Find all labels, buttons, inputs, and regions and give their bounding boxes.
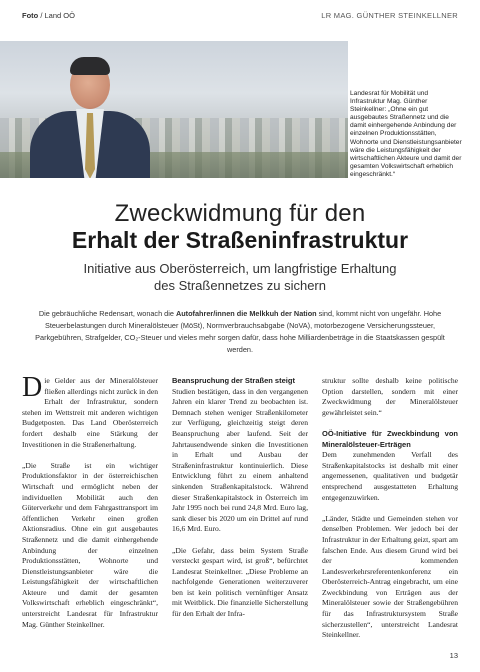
- column-1: [22, 372, 158, 641]
- column-3: [322, 376, 458, 651]
- column-1-paragraph-1: [22, 372, 158, 450]
- column-1-paragraph-2: „Die Straße ist ein wichtiger Produktionsfaktor in der österreichischen Wirtschaft und ermöglicht neben der individuellen Mobilität auch den Güterverkehr und dem Fahrgasttransport im öffentlichen Verkehr einen großen Aktionsradius. Ohne ein gut ausgebautes Straßennetz und die damit einhergehende Anbindung der einzelnen Produktionsstätten, Wohnorte und Dienstleistungsanbieter wäre die Leistungsfähigkeit der wirtschaftlichen Akteure und damit der gesamten Volkswirtschaft erheblich eingeschränkt“, unterstreicht Landesrat für Infrastruktur Mag. Günther Steinkellner.: [22, 460, 158, 629]
- drop-cap: D: [22, 372, 43, 403]
- column-3-paragraph-2: Dem zunehmenden Verfall des Straßenkapitalstocks ist deshalb mit einer angemessenen, qualitativen und budgetär entsprechend ausgestatteten Erhaltung entgegenzuwirken.: [322, 450, 458, 502]
- column-3-paragraph-1: struktur sollte deshalb keine politische Option darstellen, sondern mit einer Zweckwidmung der Mineralölsteuer gewährleistet sein.“: [322, 376, 458, 417]
- photo-credit: [22, 11, 75, 20]
- title-line-2: Erhalt der Straßeninfrastruktur: [71, 227, 409, 253]
- column-3-heading: OÖ-Initiative für Zweckbindung von Mineralölsteuer-Erträgen: [322, 428, 458, 449]
- photo-hair: [70, 57, 110, 75]
- page-number: 13: [449, 651, 458, 660]
- lead-paragraph: [28, 308, 452, 356]
- portrait-photo: [0, 41, 348, 178]
- photo-credit-label: Foto: [22, 11, 39, 20]
- subtitle-line-2: des Straßennetzes zu sichern: [154, 278, 326, 293]
- column-2-paragraph-2: „Die Gefahr, dass beim System Straße versteckt gespart wird, ist groß“, befürchtet Landesrat Steinkellner. „Diese Probleme an nachfolgende Generationen weiterzuverer ben ist kein politisch vernünftiger Ansatz mit Weitblick. Die finanzielle Sicherstellung für den Erhalt der Infra-: [172, 545, 308, 619]
- column-2: [172, 376, 308, 630]
- photo-credit-source: Land OÖ: [44, 11, 75, 20]
- lead-bold: Autofahrer/innen die Melkkuh der Nation: [175, 309, 317, 318]
- lead-part-1: Die gebräuchliche Redensart, wonach die: [38, 309, 176, 318]
- column-2-heading: Beanspruchung der Straßen steigt: [172, 376, 295, 385]
- subtitle: [0, 260, 480, 294]
- running-header: LR MAG. GÜNTHER STEINKELLNER: [321, 11, 458, 20]
- column-3-paragraph-3: „Länder, Städte und Gemeinden stehen vor denselben Problemen. Wer jedoch bei der Infrastruktur in der Erhaltung geizt, spart am falschen Ende. Aus diesem Grund wird bei der kommenden Landesverkehrsreferentenkonferenz ein Oberösterreich-Antrag eingebracht, um eine Zweckbindung von Erträgen aus der Mineralölsteuer sowie der Straßengebühren für das Infrastruktursystem Straße sicherzustellen“, unterstreicht Landesrat Steinkellner.: [322, 513, 459, 640]
- column-2-paragraph-1: Studien bestätigen, dass in den vergangenen Jahren ein klarer Trend zu beobachten ist. Demnach stehen weniger Straßenkilometer zur Verfügung, gleichzeitig steigt deren Beanspruchung aber laufend. Seit der Jahrtausendwende sinken die Investitionen in Erhalt und Ausbau der Straßeninfrastruktur kontinuierlich. Diese Entwicklung führt zu einem anhaltend sinkenden Straßenkapitalstock. Während dieser Straßenkapitalstock in Österreich im Jahr 1995 noch bei rund 24,8 Mrd. Euro lag, sank dieser bis 2020 um ein Drittel auf rund 16,6 Mrd. Euro.: [172, 386, 308, 534]
- subtitle-line-1: Initiative aus Oberösterreich, um langfristige Erhaltung: [83, 261, 397, 276]
- photo-credit-separator: /: [38, 11, 45, 20]
- photo-caption: Landesrat für Mobilität und Infrastruktur Mag. Günther Steinkellner: „Ohne ein gut ausgebautes Straßennetz und die damit einhergehende Anbindung der einzelnen Produktionsstätten, Wohnorte und Dienstleistungsanbieter wäre die Leistungsfähigkeit der wirtschaftlichen Akteure und damit der gesamten Volkswirtschaft erheblich eingeschränkt.“: [350, 90, 462, 178]
- column-1-paragraph-1-text: ie Gelder aus der Mineralölsteuer fließen allerdings nicht zurück in den Erhalt der Infrastruktur, sondern stehen im Wettstreit mit anderen wichtigen Budgetposten. Das Land Oberösterreich fordert deshalb eine Stärkung der Investitionen in die Straßenerhaltung.: [22, 376, 158, 449]
- lead-part-2: sind, kommt nicht von ungefähr. Hohe Steuerbelastungen durch Mineralölsteuer (MöSt), Normverbrauchsabgabe (NoVA), motorbezogene Versicherungssteuer, Parkgebühren, Strafgelder, CO₂-Steuer und vieles mehr sorgen dafür, dass hohe Milliardenbeträge in die Staatskassen gespült werden.: [35, 309, 445, 354]
- title-line-1: Zweckwidmung für den: [114, 200, 366, 227]
